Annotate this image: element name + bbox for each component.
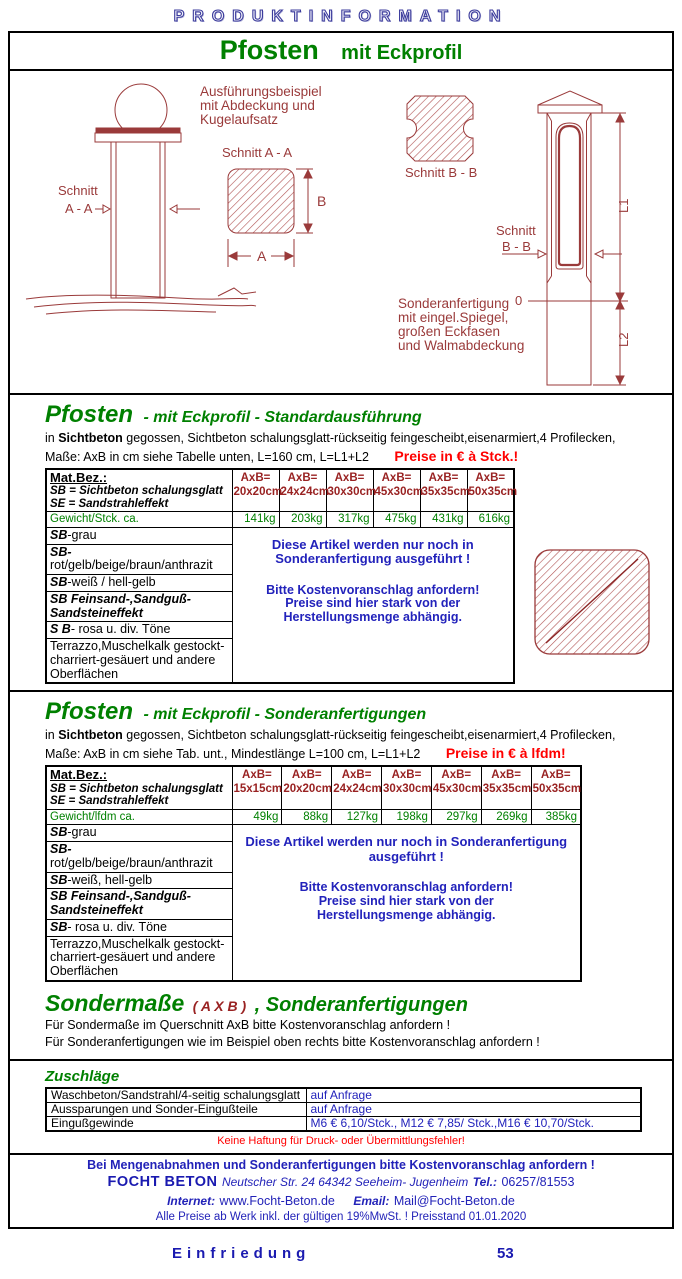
tel-number: 06257/81553 <box>501 1175 575 1190</box>
footer-web-line <box>10 1192 672 1210</box>
material-label: SB-weiß, hell-gelb <box>46 872 232 889</box>
page-bottom <box>0 1245 682 1279</box>
weight-row <box>46 512 514 528</box>
weight-value: 475kg <box>373 512 420 528</box>
sondermasse-line: Für Sondermaße im Querschnitt AxB bitte Kostenvoranschlag anfordern ! <box>45 1017 451 1032</box>
section-standard <box>10 395 672 692</box>
sonder-note-line: mit eingel.Spiegel, <box>398 310 509 325</box>
material-label: SB-grau <box>46 825 232 842</box>
material-row <box>46 825 581 842</box>
legend-sb: SB = Sichtbeton schalungsglatt <box>50 485 223 498</box>
weight-value: 269kg <box>481 809 531 825</box>
material-label: S B- rosa u. div. Töne <box>46 622 232 639</box>
weight-row <box>46 809 581 825</box>
heading-main: Pfosten <box>45 698 134 726</box>
title-bar <box>10 33 672 71</box>
schnitt-bb-left-label: B - B <box>502 239 531 254</box>
weight-value: 49kg <box>232 809 282 825</box>
zuschlag-value: auf Anfrage <box>306 1102 641 1116</box>
weight-label: Gewicht/lfdm ca. <box>46 809 232 825</box>
section-sonder <box>10 692 672 1060</box>
heading-rest: - mit Eckprofil - Sonderanfertigungen <box>143 706 427 724</box>
table-header-row <box>46 766 581 809</box>
category-label: Einfriedung <box>172 1245 311 1263</box>
table-row <box>46 1117 641 1132</box>
material-row <box>46 527 514 544</box>
weight-value: 203kg <box>279 512 326 528</box>
size-header: AxB= 15x15cm <box>232 766 282 809</box>
matbez-cell <box>46 766 232 809</box>
email-label: Email: <box>353 1194 390 1209</box>
material-label: Terrazzo,Muschelkalk gestockt-charriert-gesäuert und andere Oberflächen <box>46 639 232 684</box>
notice-cell <box>232 527 514 683</box>
size-header: AxB= 20x20cm <box>282 766 332 809</box>
tel-label: Tel.: <box>472 1175 497 1190</box>
page-number: 53 <box>497 1245 514 1263</box>
weight-value: 431kg <box>420 512 467 528</box>
zuschlag-label: Eingußgewinde <box>46 1117 306 1132</box>
sonder-note-line: Sonderanfertigung <box>398 296 510 311</box>
size-header: AxB= 24x24cm <box>279 469 326 512</box>
section-bb-drawing <box>407 96 473 161</box>
price-note: Preise in € à lfdm! <box>445 745 566 762</box>
company-name: FOCHT BETON <box>107 1174 218 1191</box>
size-header: AxB= 50x35cm <box>531 766 581 809</box>
table-row <box>46 1102 641 1116</box>
standard-price-table <box>45 468 518 685</box>
company-address: Neutscher Str. 24 64342 Seeheim- Jugenheim <box>221 1175 469 1190</box>
legend-se: SE = Sandstrahleffekt <box>50 795 169 808</box>
intro-text: in <box>45 728 59 743</box>
disclaimer: Keine Haftung für Druck- oder Übermittlungsfehler! <box>217 1135 465 1148</box>
sondermasse-line: Für Sonderanfertigungen wie im Beispiel oben rechts bitte Kostenvoranschlag anfordern ! <box>45 1034 540 1049</box>
size-header: AxB= 20x20cm <box>232 469 279 512</box>
notice-primary: Diese Artikel werden nur noch in Sonderanfertigung ausgeführt ! <box>245 834 568 864</box>
legend-sb: SB = Sichtbeton schalungsglatt <box>50 782 223 795</box>
section-standard-intro <box>45 430 672 466</box>
section-standard-heading <box>45 401 672 429</box>
size-header: AxB= 30x30cm <box>382 766 432 809</box>
zuschlag-value: M6 € 6,10/Stck., M12 € 7,85/ Stck.,M16 € 10,70/Stck. <box>306 1117 641 1132</box>
page-kicker: PRODUKTINFORMATION <box>173 8 509 25</box>
notice-secondary: Bitte Kostenvoranschlag anfordern! Preise sind hier stark von der Herstellungsmenge abhängig. <box>299 880 513 922</box>
matbez-cell <box>46 469 232 512</box>
schnitt-aa-label: Schnitt A - A <box>222 145 293 160</box>
dim-a-label: A <box>257 248 267 264</box>
weight-value: 616kg <box>467 512 514 528</box>
dim-b-label: B <box>317 193 327 209</box>
schnitt-aa-left-label: Schnitt <box>58 183 98 198</box>
section-aa-drawing <box>228 169 313 267</box>
weight-value: 297kg <box>431 809 481 825</box>
zuschlag-label: Waschbeton/Sandstrahl/4-seitig schalungsglatt <box>46 1088 306 1103</box>
matbez-label: Mat.Bez.: <box>50 469 108 485</box>
example-note-line: Kugelaufsatz <box>200 112 279 127</box>
material-label: SB-grau <box>46 527 232 544</box>
footer-notice: Bei Mengenabnahmen und Sonderanfertigungen bitte Kostenvoranschlag anfordern ! <box>87 1158 595 1173</box>
size-header: AxB= 45x30cm <box>373 469 420 512</box>
size-header: AxB= 50x35cm <box>467 469 514 512</box>
intro-text: Maße: AxB in cm siehe Tabelle unten, L=160 cm, L=L1+L2 <box>45 449 369 464</box>
sondermasse-block <box>45 990 672 1051</box>
sonder-note-line: und Walmabdeckung <box>398 338 525 353</box>
price-note: Preise in € à Stck.! <box>394 447 519 464</box>
zuschlag-value: auf Anfrage <box>306 1088 641 1103</box>
sonder-price-table <box>45 765 582 982</box>
weight-value: 141kg <box>232 512 279 528</box>
dim-l2-label: L2 <box>616 332 631 347</box>
weight-value: 317kg <box>326 512 373 528</box>
page-frame <box>8 31 674 1229</box>
section-zuschlaege <box>10 1061 672 1156</box>
size-header: AxB= 30x30cm <box>326 469 373 512</box>
schnitt-bb-label: Schnitt B - B <box>405 165 478 180</box>
material-label: Terrazzo,Muschelkalk gestockt-charriert-gesäuert und andere Oberflächen <box>46 936 232 981</box>
weight-label: Gewicht/Stck. ca. <box>46 512 232 528</box>
size-header: AxB= 35x35cm <box>481 766 531 809</box>
weight-value: 88kg <box>282 809 332 825</box>
intro-text: gegossen, Sichtbeton schalungsglatt-rückseitig feingescheibt,eisenarmiert,4 Profilecken, <box>122 728 616 743</box>
notice-primary: Diese Artikel werden nur noch in Sonderanfertigung ausgeführt ! <box>271 536 474 567</box>
size-header: AxB= 45x30cm <box>431 766 481 809</box>
sonder-note-line: großen Eckfasen <box>398 324 501 339</box>
internet-label: Internet: <box>167 1194 216 1209</box>
material-label: SB-rot/gelb/beige/braun/anthrazit <box>46 842 232 873</box>
zuschlaege-heading: Zuschläge <box>45 1067 120 1085</box>
technical-drawing-panel <box>10 71 672 395</box>
size-header: AxB= 35x35cm <box>420 469 467 512</box>
dim-l1-label: L1 <box>616 198 631 213</box>
intro-bold: Sichtbeton <box>58 431 123 445</box>
legend-se: SE = Sandstrahleffekt <box>50 497 169 510</box>
heading-rest: - mit Eckprofil - Standardausführung <box>143 409 422 426</box>
material-label: SB-weiß / hell-gelb <box>46 575 232 592</box>
notice-secondary: Bitte Kostenvoranschlag anfordern! Preise sind hier stark von der Herstellungsmenge abhängig. <box>266 582 480 625</box>
page-subtitle: mit Eckprofil <box>341 42 463 64</box>
page-title: Pfosten <box>219 35 319 65</box>
material-label: SB Feinsand-,Sandguß-Sandsteineffekt <box>46 591 232 622</box>
post-drawings <box>10 71 672 395</box>
size-header: AxB= 24x24cm <box>332 766 382 809</box>
table-row <box>46 1088 641 1103</box>
weight-value: 198kg <box>382 809 432 825</box>
example-note-line: mit Abdeckung und <box>200 98 315 113</box>
internet-url: www.Focht-Beton.de <box>219 1194 335 1209</box>
eckprofil-cross-section <box>532 547 654 664</box>
schnitt-aa-left-label: A - A <box>65 201 93 216</box>
zero-level-label: 0 <box>515 293 523 308</box>
section-sonder-heading <box>45 698 672 726</box>
sondermasse-heading <box>45 990 672 1017</box>
heading-axb: ( A X B ) <box>192 997 247 1014</box>
matbez-label: Mat.Bez.: <box>50 767 108 783</box>
company-footer <box>10 1155 672 1227</box>
intro-bold: Sichtbeton <box>58 728 123 743</box>
heading-rest: , Sonderanfertigungen <box>254 993 468 1016</box>
example-note-line: Ausführungsbeispiel <box>200 84 322 99</box>
intro-text: gegossen, Sichtbeton schalungsglatt-rückseitig feingescheibt,eisenarmiert,4 Profilecken, <box>122 431 616 445</box>
zuschlaege-table <box>45 1087 642 1133</box>
heading-main: Pfosten <box>45 401 134 428</box>
email-address: Mail@Focht-Beton.de <box>393 1194 515 1209</box>
footer-prices-line: Alle Preise ab Werk inkl. der gültigen 19%MwSt. ! Preisstand 01.01.2020 <box>155 1211 527 1224</box>
notice-cell <box>232 825 581 981</box>
material-label: SB- rosa u. div. Töne <box>46 919 232 936</box>
section-sonder-intro <box>45 727 672 763</box>
schnitt-bb-left-label: Schnitt <box>496 223 536 238</box>
material-label: SB-rot/gelb/beige/braun/anthrazit <box>46 544 232 575</box>
intro-text: Maße: AxB in cm siehe Tab. unt., Mindestlänge L=100 cm, L=L1+L2 <box>45 747 421 762</box>
table-header-row <box>46 469 514 512</box>
weight-value: 385kg <box>531 809 581 825</box>
intro-text: in <box>45 431 59 445</box>
zuschlag-label: Aussparungen und Sonder-Eingußteile <box>46 1102 306 1116</box>
footer-company-line <box>10 1173 672 1191</box>
material-label: SB Feinsand-,Sandguß-Sandsteineffekt <box>46 889 232 920</box>
weight-value: 127kg <box>332 809 382 825</box>
heading-main: Sondermaße <box>45 989 185 1016</box>
